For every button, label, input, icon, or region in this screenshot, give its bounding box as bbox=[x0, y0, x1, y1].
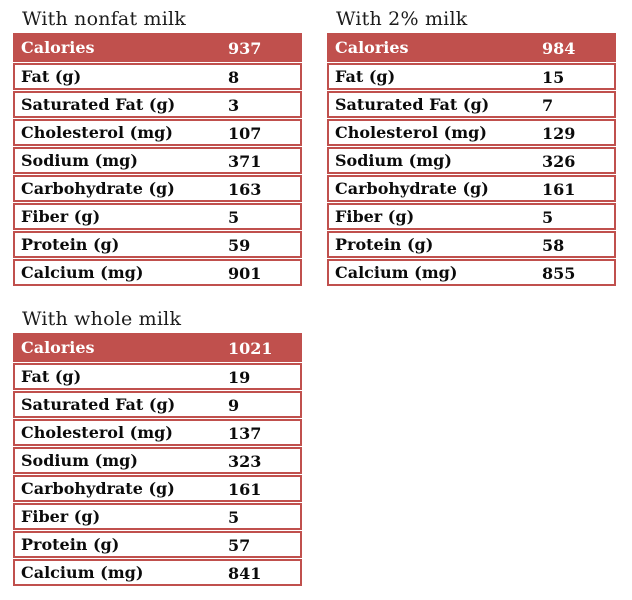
header-label: Calories bbox=[335, 38, 409, 57]
table-row bbox=[13, 203, 302, 230]
row-value: 15 bbox=[542, 68, 565, 87]
header-value: 937 bbox=[228, 39, 262, 58]
table-block-nonfat-milk bbox=[13, 8, 302, 286]
table-row bbox=[327, 147, 616, 174]
row-label: Saturated Fat (g) bbox=[21, 95, 176, 114]
row-value: 841 bbox=[228, 564, 262, 583]
row-value: 5 bbox=[228, 508, 240, 527]
nutrition-table-whole-milk bbox=[13, 333, 302, 586]
table-row bbox=[13, 531, 302, 558]
table-block-whole-milk bbox=[13, 308, 302, 586]
row-value: 8 bbox=[228, 68, 240, 87]
table-row bbox=[13, 559, 302, 586]
row-value: 901 bbox=[228, 264, 262, 283]
table-row bbox=[13, 91, 302, 118]
header-label: Calories bbox=[21, 38, 95, 57]
table-title-2pct-milk: With 2% milk bbox=[336, 8, 468, 30]
row-label: Cholesterol (mg) bbox=[21, 423, 173, 442]
table-row bbox=[327, 231, 616, 258]
header-value: 1021 bbox=[228, 339, 273, 358]
table-row bbox=[13, 419, 302, 446]
row-label: Fat (g) bbox=[21, 367, 82, 386]
row-label: Carbohydrate (g) bbox=[21, 179, 175, 198]
row-value: 161 bbox=[228, 480, 262, 499]
row-value: 323 bbox=[228, 452, 262, 471]
nutrition-table-2pct-milk bbox=[327, 33, 616, 286]
row-label: Fiber (g) bbox=[335, 207, 415, 226]
table-row bbox=[13, 119, 302, 146]
row-label: Fiber (g) bbox=[21, 207, 101, 226]
row-label: Sodium (mg) bbox=[21, 451, 138, 470]
table-header-row bbox=[13, 333, 302, 362]
row-value: 7 bbox=[542, 96, 554, 115]
table-row bbox=[13, 447, 302, 474]
table-row bbox=[13, 63, 302, 90]
table-row bbox=[327, 63, 616, 90]
row-value: 107 bbox=[228, 124, 262, 143]
row-value: 326 bbox=[542, 152, 576, 171]
table-row bbox=[327, 91, 616, 118]
row-label: Carbohydrate (g) bbox=[335, 179, 489, 198]
row-label: Calcium (mg) bbox=[21, 263, 144, 282]
table-row bbox=[327, 175, 616, 202]
row-value: 19 bbox=[228, 368, 251, 387]
table-title-whole-milk: With whole milk bbox=[22, 308, 182, 330]
row-label: Saturated Fat (g) bbox=[21, 395, 176, 414]
header-value: 984 bbox=[542, 39, 576, 58]
table-row bbox=[13, 147, 302, 174]
table-row bbox=[13, 363, 302, 390]
table-row bbox=[13, 259, 302, 286]
table-header-row bbox=[13, 33, 302, 62]
row-label: Fat (g) bbox=[21, 67, 82, 86]
row-label: Saturated Fat (g) bbox=[335, 95, 490, 114]
row-label: Fiber (g) bbox=[21, 507, 101, 526]
table-row bbox=[13, 231, 302, 258]
row-label: Protein (g) bbox=[335, 235, 434, 254]
header-label: Calories bbox=[21, 338, 95, 357]
row-label: Protein (g) bbox=[21, 235, 120, 254]
row-value: 3 bbox=[228, 96, 240, 115]
row-label: Sodium (mg) bbox=[21, 151, 138, 170]
table-title-nonfat-milk: With nonfat milk bbox=[22, 8, 187, 30]
row-value: 163 bbox=[228, 180, 262, 199]
row-value: 371 bbox=[228, 152, 262, 171]
row-value: 57 bbox=[228, 536, 251, 555]
row-value: 59 bbox=[228, 236, 251, 255]
row-value: 58 bbox=[542, 236, 565, 255]
table-row bbox=[13, 475, 302, 502]
table-row bbox=[327, 259, 616, 286]
row-label: Calcium (mg) bbox=[21, 563, 144, 582]
row-value: 137 bbox=[228, 424, 262, 443]
row-value: 5 bbox=[228, 208, 240, 227]
table-row bbox=[327, 203, 616, 230]
row-label: Protein (g) bbox=[21, 535, 120, 554]
table-row bbox=[13, 391, 302, 418]
row-value: 855 bbox=[542, 264, 576, 283]
table-row bbox=[13, 175, 302, 202]
row-label: Cholesterol (mg) bbox=[335, 123, 487, 142]
row-value: 9 bbox=[228, 396, 240, 415]
row-value: 5 bbox=[542, 208, 554, 227]
nutrition-table-nonfat-milk bbox=[13, 33, 302, 286]
row-value: 129 bbox=[542, 124, 576, 143]
row-value: 161 bbox=[542, 180, 576, 199]
table-row bbox=[327, 119, 616, 146]
row-label: Cholesterol (mg) bbox=[21, 123, 173, 142]
row-label: Carbohydrate (g) bbox=[21, 479, 175, 498]
table-block-2pct-milk bbox=[327, 8, 616, 286]
row-label: Fat (g) bbox=[335, 67, 396, 86]
row-label: Calcium (mg) bbox=[335, 263, 458, 282]
row-label: Sodium (mg) bbox=[335, 151, 452, 170]
table-header-row bbox=[327, 33, 616, 62]
table-row bbox=[13, 503, 302, 530]
